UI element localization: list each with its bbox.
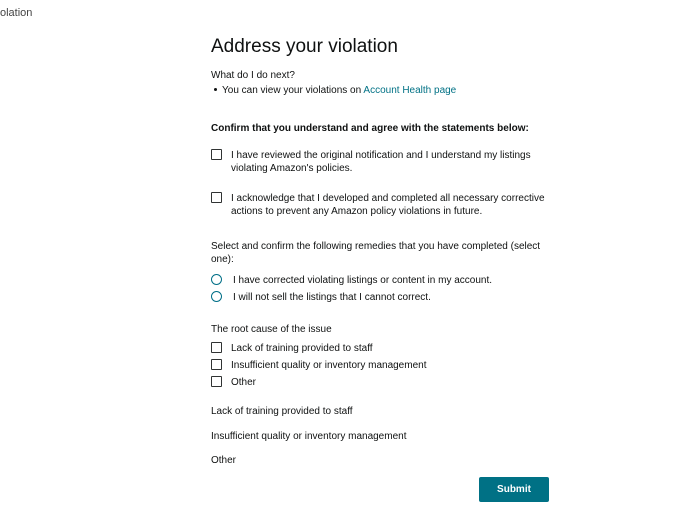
confirm-label: I have reviewed the original notification and I understand my listings violating Amazon's policies. xyxy=(231,150,531,174)
root-cause-label: Insufficient quality or inventory management xyxy=(231,360,427,371)
root-cause-option[interactable] xyxy=(211,359,561,372)
remedy-radio[interactable] xyxy=(211,274,222,285)
remedy-option[interactable] xyxy=(211,291,563,304)
confirm-item[interactable] xyxy=(211,192,561,218)
selected-cause-text: Insufficient quality or inventory management xyxy=(211,431,407,442)
violation-form xyxy=(211,36,561,466)
remedy-radio[interactable] xyxy=(211,291,222,302)
root-cause-label: Lack of training provided to staff xyxy=(231,343,373,354)
remedy-label: I have corrected violating listings or content in my account. xyxy=(233,275,493,286)
confirm-checkbox[interactable] xyxy=(211,192,222,203)
confirm-item[interactable] xyxy=(211,149,561,175)
root-cause-checkbox[interactable] xyxy=(211,376,222,387)
root-cause-label: Other xyxy=(231,377,257,388)
confirm-checkbox[interactable] xyxy=(211,149,222,160)
breadcrumb: olation xyxy=(0,7,33,19)
bullet-dot-icon xyxy=(214,88,217,91)
account-health-bullet xyxy=(214,84,456,97)
root-cause-option[interactable] xyxy=(211,376,561,389)
confirm-label: I acknowledge that I developed and completed all necessary corrective actions to prevent any Amazon policy violations in future. xyxy=(231,193,545,217)
confirm-heading: Confirm that you understand and agree with the statements below: xyxy=(211,123,529,134)
bullet-text: You can view your violations on xyxy=(222,85,362,96)
what-next-heading: What do I do next? xyxy=(211,70,295,81)
submit-button[interactable]: Submit xyxy=(479,477,549,502)
remedy-label: I will not sell the listings that I cannot correct. xyxy=(233,292,431,303)
selected-cause-text: Other xyxy=(211,455,237,466)
root-cause-checkbox[interactable] xyxy=(211,359,222,370)
account-health-link[interactable]: Account Health page xyxy=(363,85,457,96)
remedy-option[interactable] xyxy=(211,274,563,287)
root-cause-heading: The root cause of the issue xyxy=(211,324,332,335)
selected-cause-text: Lack of training provided to staff xyxy=(211,406,353,417)
remedies-heading: Select and confirm the following remedies that you have completed (select one): xyxy=(211,241,541,265)
root-cause-option[interactable] xyxy=(211,342,561,355)
root-cause-checkbox[interactable] xyxy=(211,342,222,353)
page-title: Address your violation xyxy=(211,36,398,57)
